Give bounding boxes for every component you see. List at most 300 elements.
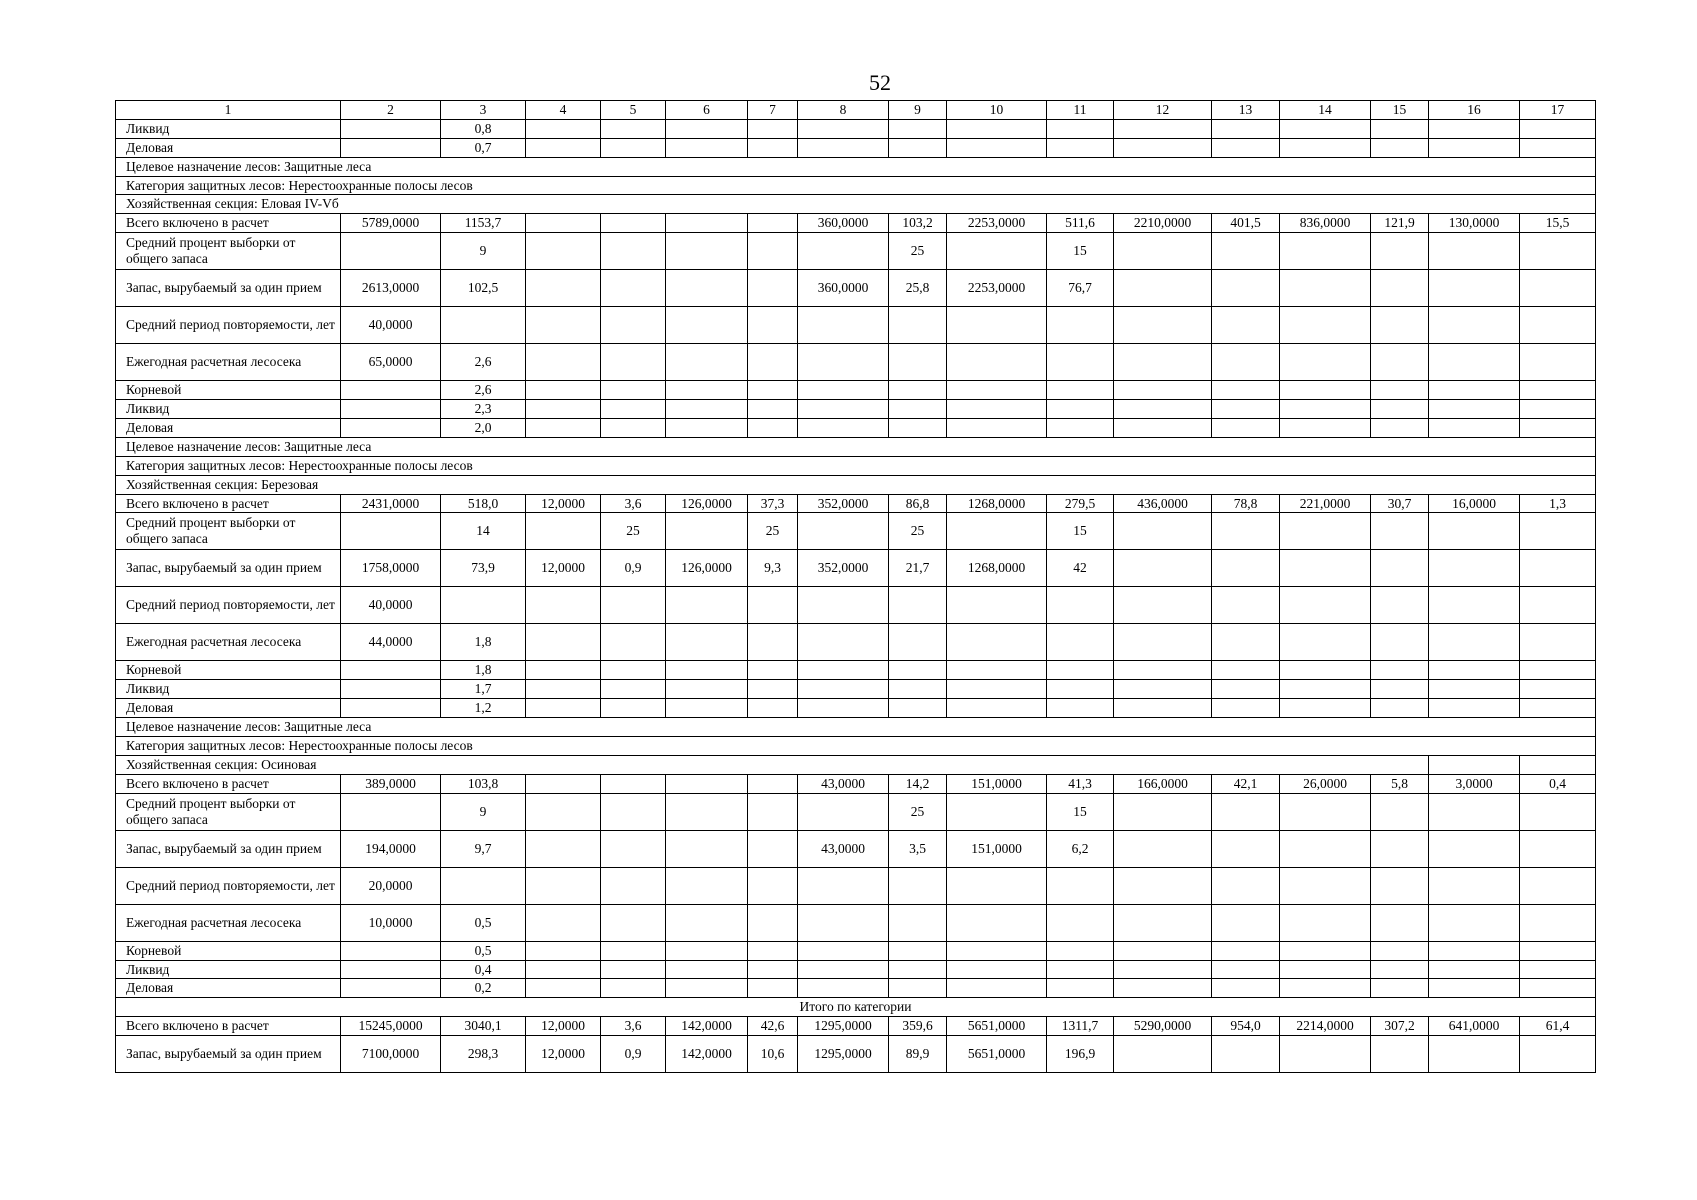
table-cell: 89,9 xyxy=(889,1036,947,1073)
table-cell: 401,5 xyxy=(1212,214,1280,233)
table-cell xyxy=(526,214,601,233)
table-cell xyxy=(1047,960,1114,979)
table-cell: 5651,0000 xyxy=(947,1036,1047,1073)
table-row xyxy=(116,381,1596,400)
table-cell xyxy=(798,233,889,270)
table-row xyxy=(116,233,1596,270)
row-label: Деловая xyxy=(116,699,341,718)
table-cell: 42,1 xyxy=(1212,774,1280,793)
table-cell: 41,3 xyxy=(1047,774,1114,793)
table-cell xyxy=(798,699,889,718)
table-cell xyxy=(798,587,889,624)
table-cell: 2214,0000 xyxy=(1280,1017,1371,1036)
table-cell xyxy=(1371,270,1429,307)
table-cell xyxy=(748,307,798,344)
table-cell xyxy=(1429,830,1520,867)
table-cell xyxy=(889,661,947,680)
table-row xyxy=(116,494,1596,513)
section-row xyxy=(116,176,1596,195)
table-cell xyxy=(666,680,748,699)
section-label: Целевое назначение лесов: Защитные леса xyxy=(116,718,1596,737)
row-label: Ежегодная расчетная лесосека xyxy=(116,344,341,381)
table-cell: 5,8 xyxy=(1371,774,1429,793)
table-cell xyxy=(748,793,798,830)
table-cell xyxy=(341,400,441,419)
table-cell: 0,4 xyxy=(441,960,526,979)
table-cell xyxy=(341,233,441,270)
table-cell xyxy=(889,119,947,138)
table-cell xyxy=(526,587,601,624)
section-label: Целевое назначение лесов: Защитные леса xyxy=(116,157,1596,176)
table-cell: 7100,0000 xyxy=(341,1036,441,1073)
table-cell xyxy=(1520,513,1596,550)
table-cell xyxy=(1371,661,1429,680)
summary-label: Итого по категории xyxy=(116,998,1596,1017)
table-cell xyxy=(1280,587,1371,624)
table-cell xyxy=(798,793,889,830)
table-cell xyxy=(889,400,947,419)
table-cell: 2,6 xyxy=(441,344,526,381)
table-cell xyxy=(748,214,798,233)
table-cell xyxy=(666,344,748,381)
table-cell: 436,0000 xyxy=(1114,494,1212,513)
table-cell xyxy=(1371,1036,1429,1073)
row-label: Ежегодная расчетная лесосека xyxy=(116,904,341,941)
table-cell xyxy=(526,381,601,400)
table-cell: 14,2 xyxy=(889,774,947,793)
table-cell xyxy=(748,233,798,270)
table-cell xyxy=(1371,867,1429,904)
table-cell xyxy=(1429,119,1520,138)
table-cell: 44,0000 xyxy=(341,624,441,661)
table-cell xyxy=(601,960,666,979)
table-cell: 3040,1 xyxy=(441,1017,526,1036)
table-row xyxy=(116,119,1596,138)
table-row xyxy=(116,270,1596,307)
table-cell xyxy=(1280,550,1371,587)
table-cell xyxy=(889,381,947,400)
table-cell xyxy=(341,960,441,979)
table-cell xyxy=(601,793,666,830)
column-number: 11 xyxy=(1047,101,1114,120)
table-cell xyxy=(1280,381,1371,400)
table-cell: 25 xyxy=(889,233,947,270)
column-number: 10 xyxy=(947,101,1047,120)
section-label: Целевое назначение лесов: Защитные леса xyxy=(116,437,1596,456)
page-number: 52 xyxy=(869,70,891,95)
column-number: 3 xyxy=(441,101,526,120)
table-cell xyxy=(889,344,947,381)
table-cell xyxy=(947,400,1047,419)
table-cell xyxy=(601,381,666,400)
table-cell xyxy=(1280,867,1371,904)
table-cell: 2,3 xyxy=(441,400,526,419)
table-cell xyxy=(1520,307,1596,344)
table-cell: 25 xyxy=(889,513,947,550)
table-cell xyxy=(666,233,748,270)
table-cell xyxy=(748,830,798,867)
table-row xyxy=(116,344,1596,381)
table-cell xyxy=(1429,755,1520,774)
table-cell xyxy=(1114,624,1212,661)
table-cell xyxy=(666,774,748,793)
table-cell xyxy=(748,979,798,998)
table-cell xyxy=(1280,270,1371,307)
column-number-row xyxy=(116,101,1596,120)
table-cell xyxy=(798,960,889,979)
table-cell xyxy=(1047,979,1114,998)
table-cell xyxy=(526,419,601,438)
table-cell xyxy=(1520,793,1596,830)
table-cell xyxy=(526,119,601,138)
table-cell xyxy=(1047,867,1114,904)
table-cell: 0,4 xyxy=(1520,774,1596,793)
table-cell xyxy=(526,699,601,718)
table-cell: 61,4 xyxy=(1520,1017,1596,1036)
table-cell xyxy=(1212,381,1280,400)
table-cell xyxy=(947,867,1047,904)
table-cell: 2,0 xyxy=(441,419,526,438)
section-row xyxy=(116,456,1596,475)
table-cell xyxy=(1429,1036,1520,1073)
table-cell: 151,0000 xyxy=(947,774,1047,793)
table-cell xyxy=(889,941,947,960)
table-cell xyxy=(798,138,889,157)
table-cell xyxy=(1047,307,1114,344)
table-cell: 641,0000 xyxy=(1429,1017,1520,1036)
table-cell xyxy=(1280,513,1371,550)
table-cell xyxy=(526,400,601,419)
table-cell xyxy=(1114,680,1212,699)
row-label: Всего включено в расчет xyxy=(116,494,341,513)
table-cell xyxy=(666,513,748,550)
table-cell xyxy=(341,138,441,157)
table-cell xyxy=(1114,344,1212,381)
table-cell xyxy=(666,270,748,307)
row-label: Средний процент выборки от общего запаса xyxy=(116,513,341,550)
table-cell xyxy=(1520,381,1596,400)
table-cell xyxy=(666,699,748,718)
table-cell xyxy=(1212,624,1280,661)
table-cell: 3,6 xyxy=(601,494,666,513)
table-cell xyxy=(947,661,1047,680)
table-cell xyxy=(601,867,666,904)
table-cell xyxy=(748,661,798,680)
table-cell xyxy=(666,381,748,400)
table-cell xyxy=(1114,400,1212,419)
table-cell: 166,0000 xyxy=(1114,774,1212,793)
table-cell: 307,2 xyxy=(1371,1017,1429,1036)
table-cell xyxy=(1114,661,1212,680)
table-cell xyxy=(798,904,889,941)
table-cell xyxy=(1114,381,1212,400)
table-cell xyxy=(1520,830,1596,867)
table-cell: 30,7 xyxy=(1371,494,1429,513)
table-cell: 103,8 xyxy=(441,774,526,793)
column-number: 9 xyxy=(889,101,947,120)
table-cell xyxy=(601,979,666,998)
table-cell xyxy=(748,867,798,904)
table-cell xyxy=(889,979,947,998)
table-cell xyxy=(1520,624,1596,661)
table-cell xyxy=(889,699,947,718)
table-cell xyxy=(1520,941,1596,960)
table-cell xyxy=(1429,513,1520,550)
row-label: Средний период повторяемости, лет xyxy=(116,307,341,344)
table-cell xyxy=(889,867,947,904)
table-cell xyxy=(798,661,889,680)
table-cell xyxy=(748,419,798,438)
table-cell xyxy=(1371,830,1429,867)
table-cell: 5651,0000 xyxy=(947,1017,1047,1036)
table-cell xyxy=(1429,270,1520,307)
table-cell xyxy=(666,867,748,904)
table-cell: 103,2 xyxy=(889,214,947,233)
table-cell xyxy=(1212,550,1280,587)
table-cell: 0,7 xyxy=(441,138,526,157)
table-cell xyxy=(748,119,798,138)
table-cell xyxy=(1371,587,1429,624)
table-cell xyxy=(1371,233,1429,270)
table-cell xyxy=(1429,867,1520,904)
table-cell xyxy=(1371,904,1429,941)
table-cell: 3,6 xyxy=(601,1017,666,1036)
table-cell xyxy=(1520,904,1596,941)
table-cell xyxy=(1280,400,1371,419)
table-cell xyxy=(526,830,601,867)
table-cell xyxy=(601,624,666,661)
section-label: Хозяйственная секция: Еловая IV-Vб xyxy=(116,195,1596,214)
table-cell: 126,0000 xyxy=(666,494,748,513)
table-cell xyxy=(526,344,601,381)
table-cell: 1295,0000 xyxy=(798,1017,889,1036)
table-cell xyxy=(526,774,601,793)
table-cell xyxy=(341,680,441,699)
table-cell xyxy=(947,624,1047,661)
table-cell xyxy=(798,680,889,699)
table-cell: 2613,0000 xyxy=(341,270,441,307)
table-row xyxy=(116,1017,1596,1036)
table-cell: 40,0000 xyxy=(341,587,441,624)
table-row xyxy=(116,979,1596,998)
table-cell xyxy=(1429,941,1520,960)
table-cell xyxy=(1114,699,1212,718)
table-cell xyxy=(601,138,666,157)
table-cell xyxy=(1520,138,1596,157)
table-cell: 0,8 xyxy=(441,119,526,138)
table-cell: 15245,0000 xyxy=(341,1017,441,1036)
table-cell xyxy=(1114,419,1212,438)
table-cell xyxy=(526,979,601,998)
table-cell xyxy=(1429,661,1520,680)
table-cell xyxy=(666,960,748,979)
table-cell xyxy=(341,979,441,998)
table-cell xyxy=(1371,699,1429,718)
table-cell xyxy=(889,680,947,699)
table-cell: 2431,0000 xyxy=(341,494,441,513)
table-cell xyxy=(1212,793,1280,830)
table-cell xyxy=(1212,661,1280,680)
table-cell xyxy=(1114,960,1212,979)
table-cell xyxy=(748,344,798,381)
row-label: Запас, вырубаемый за один прием xyxy=(116,550,341,587)
row-label: Деловая xyxy=(116,138,341,157)
table-cell xyxy=(1212,233,1280,270)
table-cell xyxy=(1280,1036,1371,1073)
table-cell: 151,0000 xyxy=(947,830,1047,867)
section-label: Категория защитных лесов: Нерестоохранные полосы лесов xyxy=(116,456,1596,475)
table-cell: 1295,0000 xyxy=(798,1036,889,1073)
table-cell xyxy=(666,119,748,138)
column-number: 16 xyxy=(1429,101,1520,120)
table-cell xyxy=(601,661,666,680)
table-cell xyxy=(1280,960,1371,979)
table-cell xyxy=(1429,307,1520,344)
table-cell: 73,9 xyxy=(441,550,526,587)
table-cell xyxy=(1047,587,1114,624)
table-cell xyxy=(748,270,798,307)
table-cell xyxy=(947,138,1047,157)
table-cell: 43,0000 xyxy=(798,774,889,793)
table-cell xyxy=(1212,960,1280,979)
table-cell: 37,3 xyxy=(748,494,798,513)
table-cell: 25 xyxy=(889,793,947,830)
table-cell xyxy=(947,233,1047,270)
table-cell xyxy=(1371,680,1429,699)
table-cell xyxy=(1280,419,1371,438)
table-cell xyxy=(526,680,601,699)
row-label: Всего включено в расчет xyxy=(116,774,341,793)
table-cell xyxy=(1212,138,1280,157)
row-label: Средний период повторяемости, лет xyxy=(116,587,341,624)
table-cell xyxy=(1280,344,1371,381)
section-row xyxy=(116,737,1596,756)
table-cell xyxy=(798,307,889,344)
table-cell xyxy=(1047,419,1114,438)
table-cell xyxy=(1280,138,1371,157)
table-cell xyxy=(1520,979,1596,998)
table-cell xyxy=(1212,941,1280,960)
row-label: Всего включено в расчет xyxy=(116,214,341,233)
table-cell: 0,2 xyxy=(441,979,526,998)
table-cell: 2,6 xyxy=(441,381,526,400)
row-label: Корневой xyxy=(116,661,341,680)
table-cell xyxy=(341,699,441,718)
table-cell xyxy=(601,233,666,270)
table-cell xyxy=(1212,513,1280,550)
table-cell xyxy=(341,941,441,960)
row-label: Запас, вырубаемый за один прием xyxy=(116,830,341,867)
table-cell xyxy=(1280,624,1371,661)
table-cell xyxy=(1212,119,1280,138)
section-row xyxy=(116,157,1596,176)
table-cell: 836,0000 xyxy=(1280,214,1371,233)
section-row xyxy=(116,718,1596,737)
table-cell: 389,0000 xyxy=(341,774,441,793)
table-cell: 9 xyxy=(441,233,526,270)
table-cell: 142,0000 xyxy=(666,1017,748,1036)
table-cell xyxy=(441,867,526,904)
table-cell xyxy=(1114,793,1212,830)
table-cell: 5290,0000 xyxy=(1114,1017,1212,1036)
table-cell xyxy=(666,793,748,830)
table-cell xyxy=(1114,904,1212,941)
table-cell xyxy=(889,904,947,941)
table-cell xyxy=(798,400,889,419)
table-cell: 121,9 xyxy=(1371,214,1429,233)
table-cell xyxy=(1371,624,1429,661)
table-cell xyxy=(1047,119,1114,138)
table-cell xyxy=(601,699,666,718)
table-cell xyxy=(748,381,798,400)
table-cell: 130,0000 xyxy=(1429,214,1520,233)
table-cell xyxy=(748,941,798,960)
table-cell xyxy=(889,960,947,979)
table-cell xyxy=(1280,233,1371,270)
column-number: 8 xyxy=(798,101,889,120)
table-cell: 2253,0000 xyxy=(947,270,1047,307)
table-cell: 15 xyxy=(1047,233,1114,270)
table-cell xyxy=(1280,680,1371,699)
table-cell: 0,9 xyxy=(601,1036,666,1073)
table-cell xyxy=(889,587,947,624)
table-cell xyxy=(601,270,666,307)
table-cell: 1,8 xyxy=(441,661,526,680)
table-cell xyxy=(1371,400,1429,419)
table-cell xyxy=(798,419,889,438)
table-cell xyxy=(666,214,748,233)
table-cell: 65,0000 xyxy=(341,344,441,381)
table-cell xyxy=(601,307,666,344)
table-cell: 10,0000 xyxy=(341,904,441,941)
table-cell xyxy=(947,307,1047,344)
table-cell: 12,0000 xyxy=(526,1017,601,1036)
column-number: 6 xyxy=(666,101,748,120)
table-cell xyxy=(1114,550,1212,587)
table-cell xyxy=(1371,550,1429,587)
table-row xyxy=(116,904,1596,941)
table-cell xyxy=(1280,699,1371,718)
table-cell xyxy=(1371,979,1429,998)
table-cell xyxy=(1520,119,1596,138)
table-cell xyxy=(341,513,441,550)
table-cell xyxy=(1280,307,1371,344)
table-row xyxy=(116,400,1596,419)
row-label: Деловая xyxy=(116,419,341,438)
table-cell xyxy=(1520,867,1596,904)
table-cell: 0,5 xyxy=(441,904,526,941)
table-cell xyxy=(1520,661,1596,680)
table-cell xyxy=(666,624,748,661)
table-cell: 10,6 xyxy=(748,1036,798,1073)
table-cell xyxy=(1429,624,1520,661)
table-cell xyxy=(666,979,748,998)
table-cell: 360,0000 xyxy=(798,270,889,307)
table-cell xyxy=(1371,941,1429,960)
table-cell: 1311,7 xyxy=(1047,1017,1114,1036)
table-cell xyxy=(1520,344,1596,381)
table-cell xyxy=(748,680,798,699)
table-row xyxy=(116,867,1596,904)
column-number: 5 xyxy=(601,101,666,120)
forest-calculation-table xyxy=(115,100,1596,1073)
table-cell: 142,0000 xyxy=(666,1036,748,1073)
row-label: Средний процент выборки от общего запаса xyxy=(116,793,341,830)
table-cell xyxy=(1047,904,1114,941)
table-cell xyxy=(1429,587,1520,624)
table-cell: 25 xyxy=(748,513,798,550)
table-cell xyxy=(748,774,798,793)
